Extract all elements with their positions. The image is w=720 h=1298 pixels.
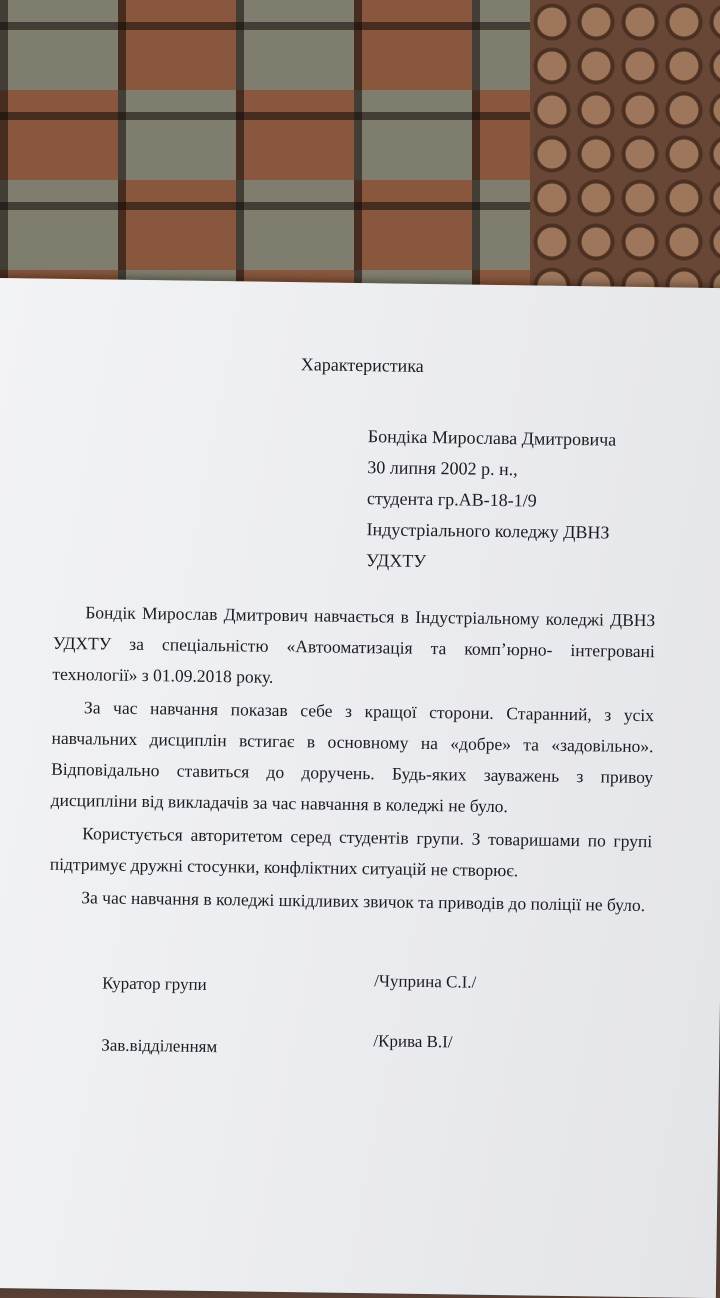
paper-sheet xyxy=(0,278,720,1298)
head-of-department-role: Зав.відділенням xyxy=(101,1035,218,1057)
body-paragraph: Бондік Мирослав Дмитрович навчається в Індустріальному коледжі ДВНЗ УДХТУ за спеціальністю «Автооматизація та комп’юрно- інтегровані технології» з 01.09.2018 року. xyxy=(52,602,656,687)
addressee-line: студента гр.АВ-18-1/9 xyxy=(366,488,537,511)
curator-name: /Чуприна С.І./ xyxy=(374,971,477,992)
body-paragraph: За час навчання в коледжі шкідливих звичок та приводів до поліції не було. xyxy=(81,887,646,916)
head-of-department-name: /Крива В.І/ xyxy=(373,1031,453,1052)
addressee-line: УДХТУ xyxy=(365,550,427,571)
document-title: Характеристика xyxy=(300,354,424,376)
body-paragraph: Користується авторитетом серед студентів групи. З товаришами по групі підтримує дружні стосунки, конфліктних ситуацій не створює. xyxy=(49,823,653,881)
addressee-line: 30 липня 2002 р. н., xyxy=(367,457,518,480)
addressee-line: Бондіка Мирослава Дмитровича xyxy=(367,426,617,450)
addressee-block xyxy=(366,421,617,579)
curator-role: Куратор групи xyxy=(102,973,207,994)
body-paragraph: За час навчання показав себе з кращої сторони. Старанний, з усіх навчальних дисциплін встигає в основному на «добре» та «задовільно». Відповідально ставиться до доручень. Будь-яких зауважень з привоу дисципліни від викладачів за час навчання в коледжі не було. xyxy=(50,697,655,817)
mosaic-floor-background xyxy=(530,0,720,300)
addressee-line: Індустріального коледжу ДВНЗ xyxy=(366,519,610,543)
document-body xyxy=(49,597,655,921)
